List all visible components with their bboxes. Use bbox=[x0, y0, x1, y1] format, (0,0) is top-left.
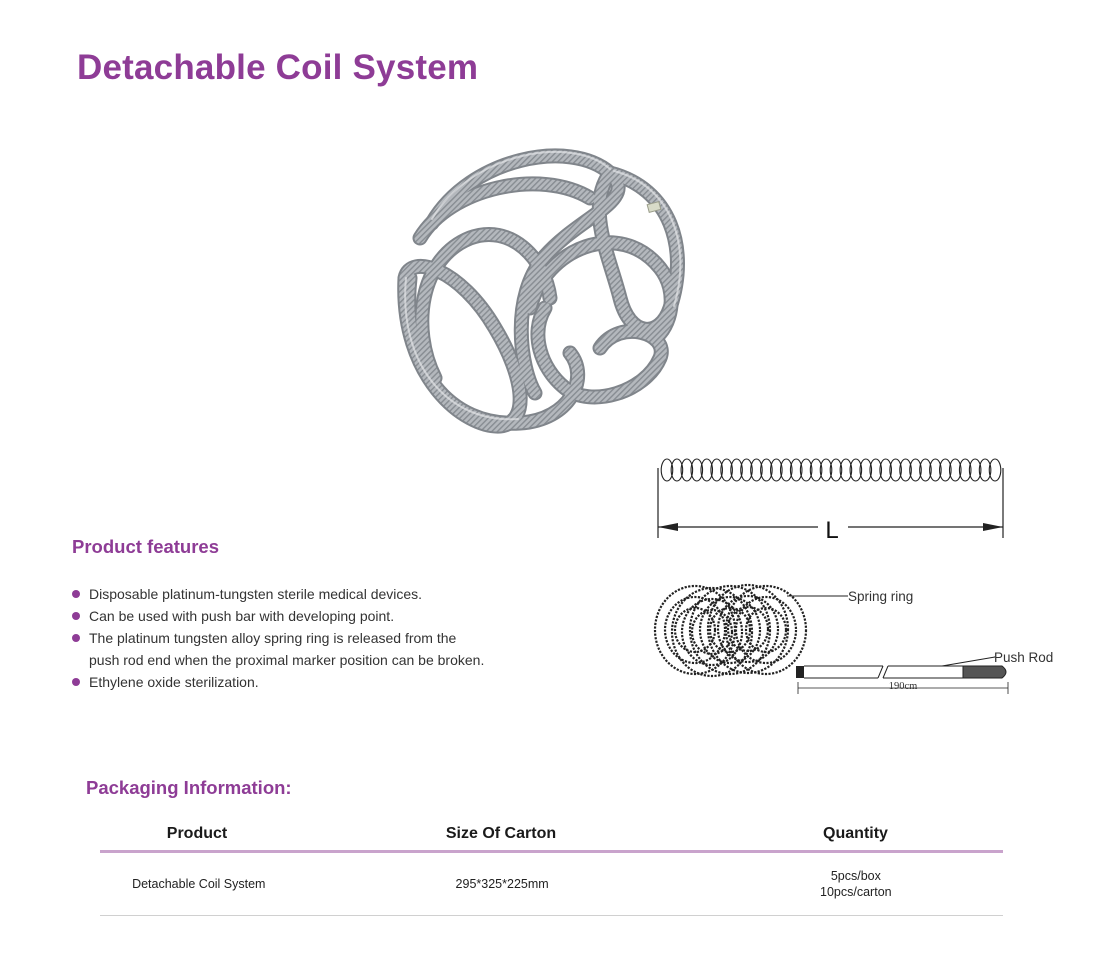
table-row bbox=[100, 853, 1003, 916]
spring-ring-loop bbox=[728, 607, 768, 651]
packaging-heading: Packaging Information: bbox=[86, 777, 292, 798]
spring-ring-loop bbox=[726, 586, 806, 674]
feature-item: Ethylene oxide sterilization. bbox=[72, 671, 489, 693]
packaging-table bbox=[100, 816, 1003, 916]
spring-ring-loop bbox=[655, 586, 735, 674]
page-title: Detachable Coil System bbox=[77, 48, 479, 87]
coil-loops bbox=[661, 459, 1001, 481]
coil-ball-illustration bbox=[370, 128, 700, 448]
cell-quantity bbox=[709, 868, 1003, 900]
feature-item: Disposable platinum-tungsten sterile medical devices. bbox=[72, 583, 489, 605]
spring-ring-coil bbox=[655, 585, 806, 676]
header-product: Product bbox=[166, 824, 228, 842]
bullet-dot-icon bbox=[72, 590, 80, 598]
straight-coil-diagram bbox=[650, 450, 1010, 545]
bullet-dot-icon bbox=[72, 634, 80, 642]
table-header-row bbox=[100, 816, 1003, 853]
push-rod-label: Push Rod bbox=[994, 650, 1054, 665]
dimension-label: 190cm bbox=[888, 681, 918, 692]
header-quantity: Quantity bbox=[823, 824, 888, 842]
arrow-left-icon bbox=[658, 523, 678, 531]
features-heading: Product features bbox=[72, 536, 220, 557]
quantity-per-box: 5pcs/box bbox=[830, 869, 881, 883]
features-list bbox=[72, 583, 489, 693]
length-label: L bbox=[825, 517, 839, 544]
feature-item: The platinum tungsten alloy spring ring is released from the push rod end when the proximal marker position can be broken. bbox=[72, 627, 489, 671]
cell-product: Detachable Coil System bbox=[132, 877, 266, 891]
quantity-per-carton: 10pcs/carton bbox=[820, 885, 892, 899]
feature-item: Can be used with push bar with developing point. bbox=[72, 605, 489, 627]
header-size: Size Of Carton bbox=[445, 824, 557, 842]
push-rod bbox=[796, 666, 1006, 678]
device-diagram bbox=[650, 578, 1070, 700]
bullet-dot-icon bbox=[72, 612, 80, 620]
arrow-right-icon bbox=[983, 523, 1003, 531]
bullet-dot-icon bbox=[72, 678, 80, 686]
spring-ring-loop bbox=[746, 608, 786, 652]
spring-ring-loop bbox=[708, 585, 788, 673]
cell-size: 295*325*225mm bbox=[455, 877, 549, 891]
spring-ring-label: Spring ring bbox=[848, 589, 914, 604]
